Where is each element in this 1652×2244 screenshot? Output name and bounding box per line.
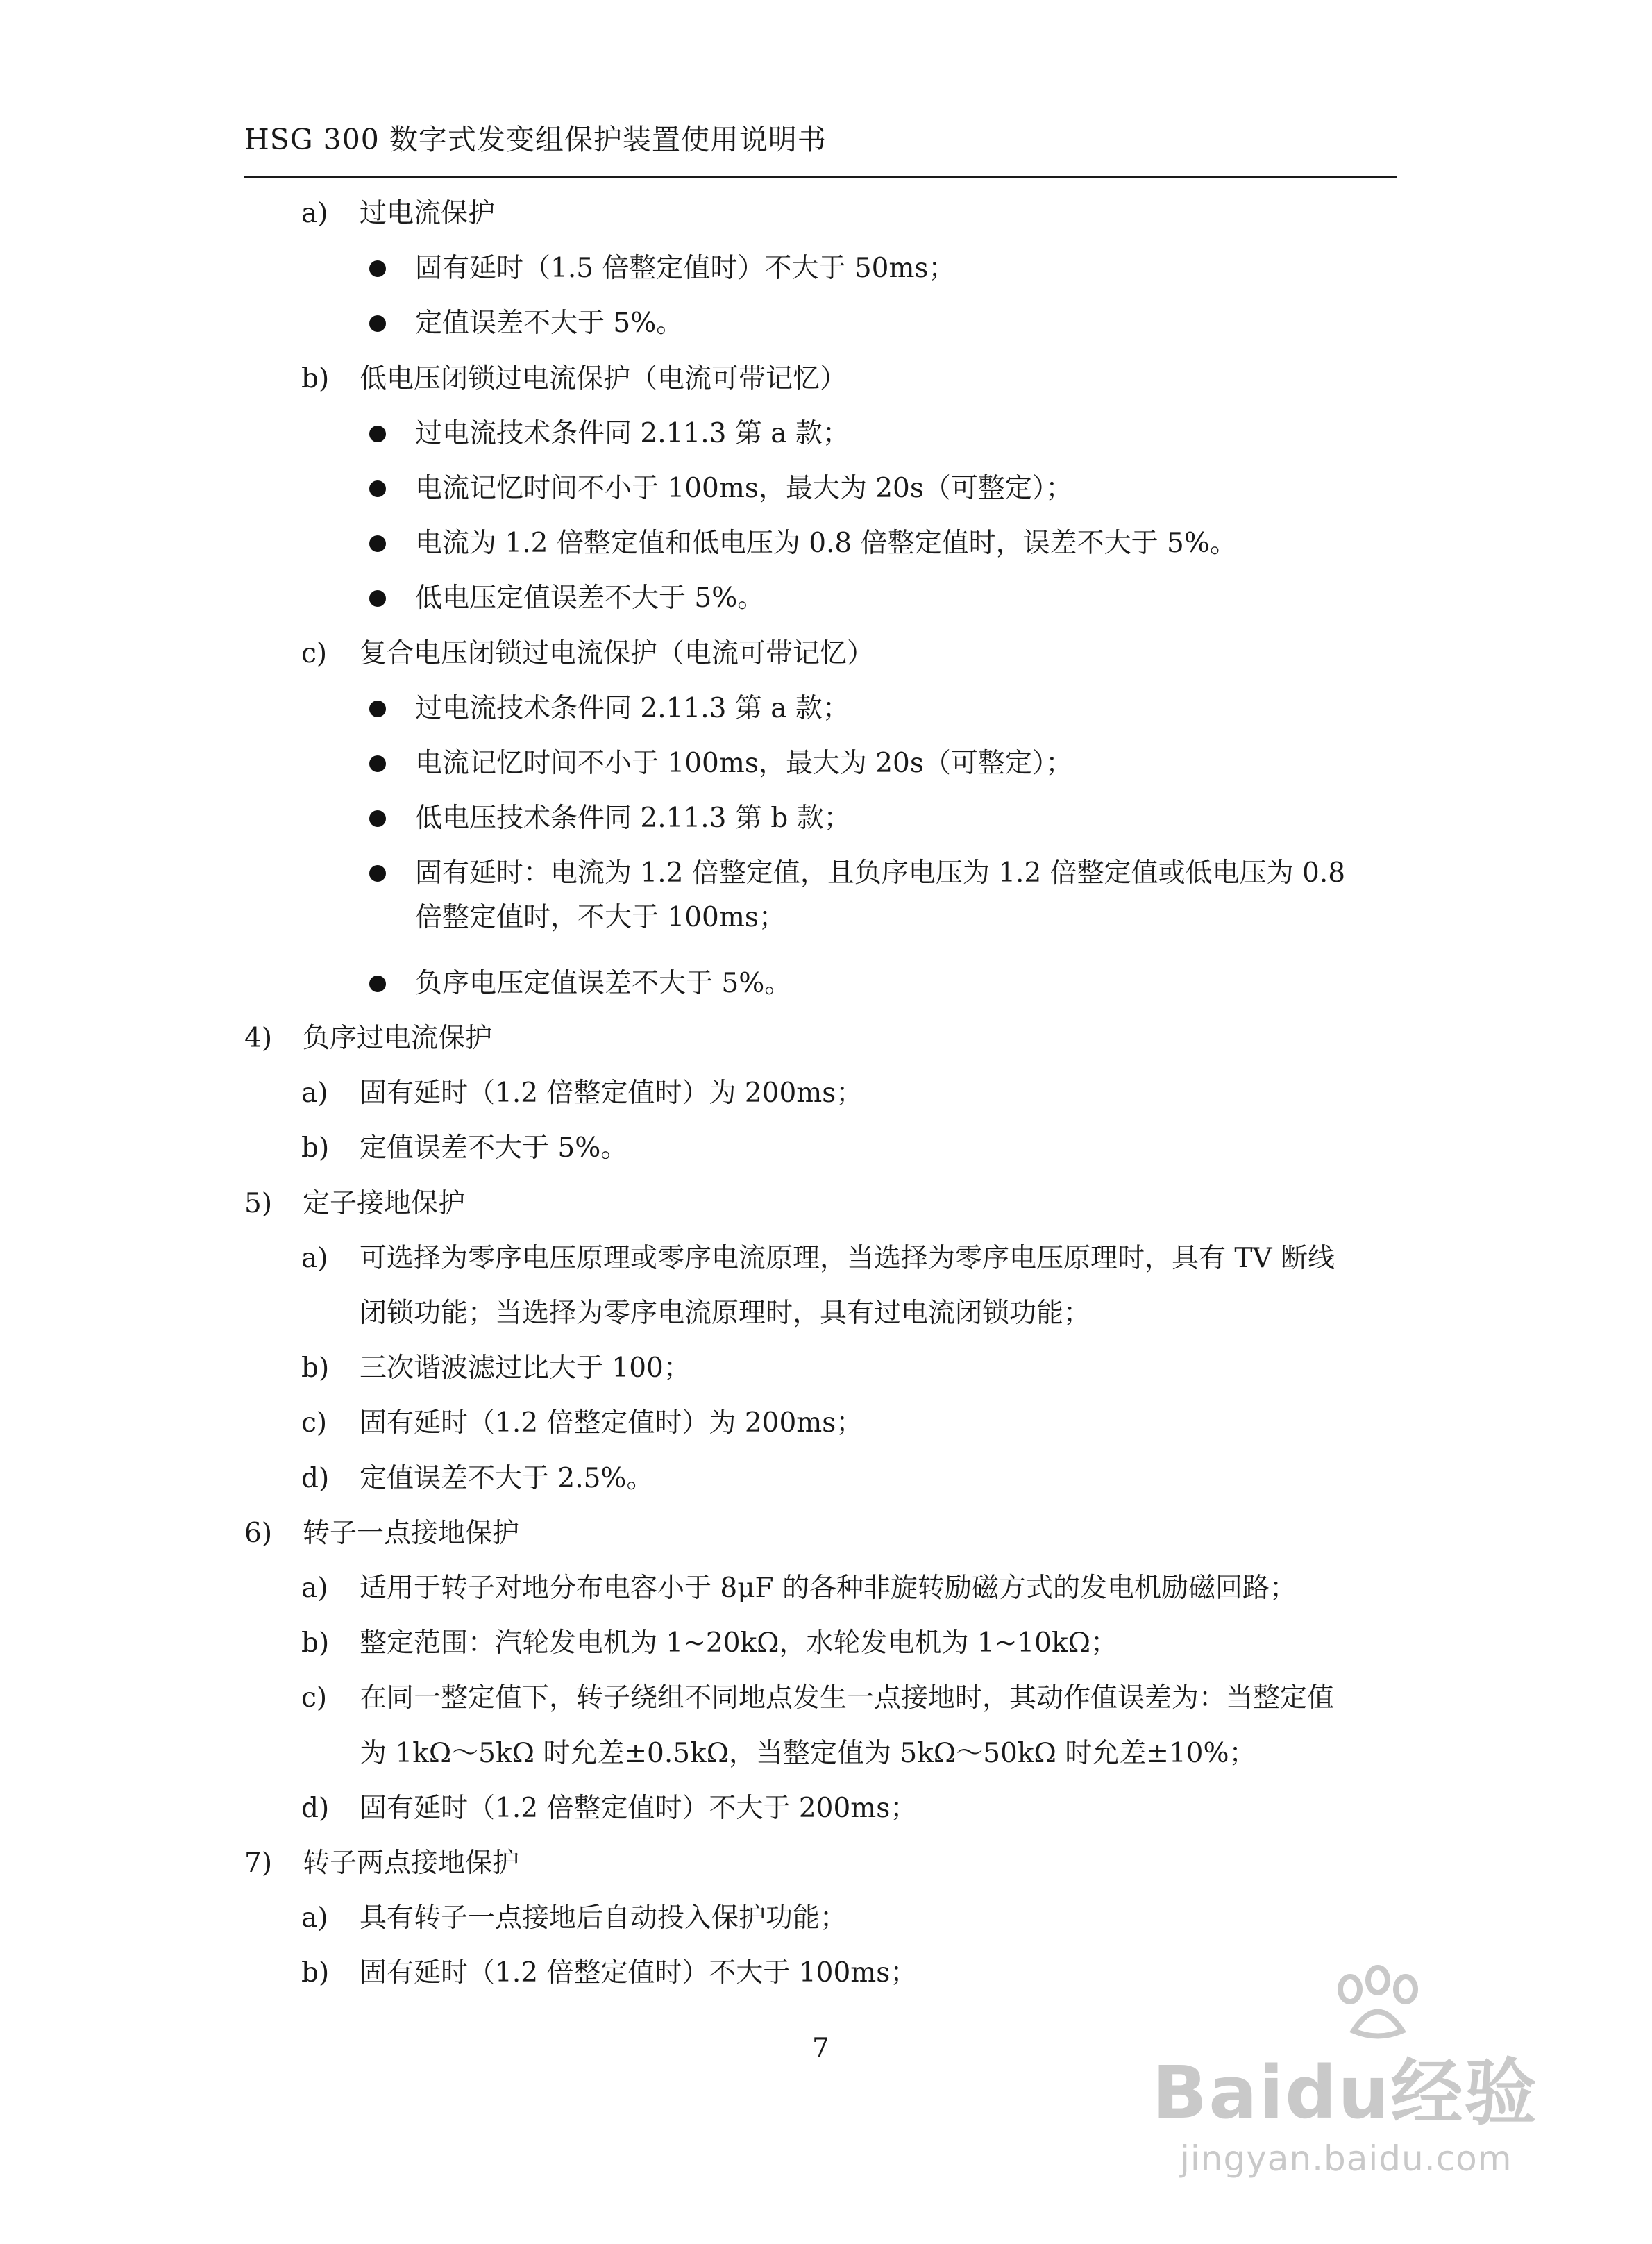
- list-item-text: 过电流技术条件同 2.11.3 第 a 款；: [415, 417, 850, 449]
- list-item-text: 定值误差不大于 5%。: [415, 308, 684, 340]
- header-rule: [244, 176, 1397, 178]
- list-marker: 4): [244, 1023, 273, 1054]
- bullet-icon: [369, 480, 386, 497]
- list-marker: a): [301, 1242, 328, 1274]
- watermark-url: jingyan.baidu.com: [1180, 2138, 1512, 2179]
- list-marker: b): [301, 362, 330, 394]
- bullet-icon: [369, 810, 386, 827]
- list-item-text: 固有延时（1.5 倍整定值时）不大于 50ms；: [415, 253, 956, 285]
- watermark-brand: Baidu经验: [1152, 2050, 1538, 2135]
- bullet-icon: [369, 755, 386, 772]
- bullet-icon: [369, 426, 386, 442]
- list-marker: b): [301, 1353, 330, 1384]
- bullet-icon: [369, 260, 386, 277]
- list-item-text: 转子两点接地保护: [303, 1848, 520, 1879]
- list-item-continuation: 倍整定值时，不大于 100ms；: [415, 901, 786, 933]
- bullet-icon: [369, 315, 386, 332]
- list-item-text: 过电流技术条件同 2.11.3 第 a 款；: [415, 692, 850, 724]
- bullet-icon: [369, 590, 386, 607]
- list-marker: d): [301, 1462, 330, 1494]
- document-header: HSG 300 数字式发变组保护装置使用说明书: [244, 123, 827, 156]
- list-marker: b): [301, 1627, 330, 1659]
- bullet-icon: [369, 865, 386, 882]
- bullet-icon: [369, 701, 386, 717]
- page-number: 7: [812, 2033, 829, 2064]
- list-item-text: 定子接地保护: [303, 1187, 466, 1219]
- list-item-text: 定值误差不大于 5%。: [360, 1132, 628, 1164]
- list-item-text: 转子一点接地保护: [303, 1517, 520, 1549]
- list-item-text: 具有转子一点接地后自动投入保护功能；: [360, 1902, 848, 1934]
- list-marker: b): [301, 1957, 330, 1989]
- list-item-text: 固有延时（1.2 倍整定值时）不大于 100ms；: [360, 1957, 918, 1989]
- list-item-text: 低电压闭锁过电流保护（电流可带记忆）: [360, 362, 848, 394]
- list-marker: a): [301, 1902, 328, 1934]
- list-item-text: 固有延时（1.2 倍整定值时）不大于 200ms；: [360, 1792, 918, 1824]
- list-marker: c): [301, 637, 328, 669]
- bullet-icon: [369, 976, 386, 992]
- list-marker: 5): [244, 1187, 273, 1219]
- list-item-text: 低电压技术条件同 2.11.3 第 b 款；: [415, 803, 851, 835]
- list-item-text: 过电流保护: [360, 198, 496, 229]
- list-marker: c): [301, 1682, 328, 1714]
- list-item-text: 可选择为零序电压原理或零序电流原理，当选择为零序电压原理时，具有 TV 断线: [360, 1242, 1335, 1274]
- list-item-text: 定值误差不大于 2.5%。: [360, 1462, 654, 1494]
- list-marker: 7): [244, 1848, 273, 1879]
- list-item-text: 电流记忆时间不小于 100ms，最大为 20s（可整定）；: [415, 473, 1073, 504]
- list-item-text: 电流记忆时间不小于 100ms，最大为 20s（可整定）；: [415, 748, 1073, 779]
- list-marker: d): [301, 1792, 330, 1824]
- paw-icon: [1326, 1965, 1430, 2041]
- list-item-text: 复合电压闭锁过电流保护（电流可带记忆）: [360, 637, 875, 669]
- list-item-text: 三次谐波滤过比大于 100；: [360, 1353, 691, 1384]
- list-item-text: 在同一整定值下，转子绕组不同地点发生一点接地时，其动作值误差为：当整定值: [360, 1682, 1335, 1714]
- list-item-text: 负序电压定值误差不大于 5%。: [415, 967, 792, 999]
- list-item-text: 整定范围：汽轮发电机为 1~20kΩ，水轮发电机为 1~10kΩ；: [360, 1627, 1118, 1659]
- list-item-text: 固有延时（1.2 倍整定值时）为 200ms；: [360, 1407, 863, 1439]
- bullet-icon: [369, 535, 386, 552]
- list-item-continuation: 闭锁功能；当选择为零序电流原理时，具有过电流闭锁功能；: [360, 1298, 1091, 1329]
- list-item-text: 固有延时（1.2 倍整定值时）为 200ms；: [360, 1078, 863, 1110]
- list-marker: a): [301, 198, 328, 229]
- list-marker: c): [301, 1407, 328, 1439]
- list-item-text: 低电压定值误差不大于 5%。: [415, 583, 765, 614]
- list-item-text: 负序过电流保护: [303, 1023, 493, 1054]
- list-marker: a): [301, 1573, 328, 1604]
- list-marker: b): [301, 1132, 330, 1164]
- list-marker: a): [301, 1078, 328, 1110]
- list-marker: 6): [244, 1517, 273, 1549]
- list-item-continuation: 为 1kΩ～5kΩ 时允差±0.5kΩ，当整定值为 5kΩ～50kΩ 时允差±10%；: [360, 1737, 1256, 1769]
- watermark: [1152, 1965, 1555, 2194]
- list-item-text: 固有延时：电流为 1.2 倍整定值，且负序电压为 1.2 倍整定值或低电压为 0.8: [415, 857, 1346, 889]
- list-item-text: 电流为 1.2 倍整定值和低电压为 0.8 倍整定值时，误差不大于 5%。: [415, 528, 1237, 560]
- list-item-text: 适用于转子对地分布电容小于 8μF 的各种非旋转励磁方式的发电机励磁回路；: [360, 1573, 1297, 1604]
